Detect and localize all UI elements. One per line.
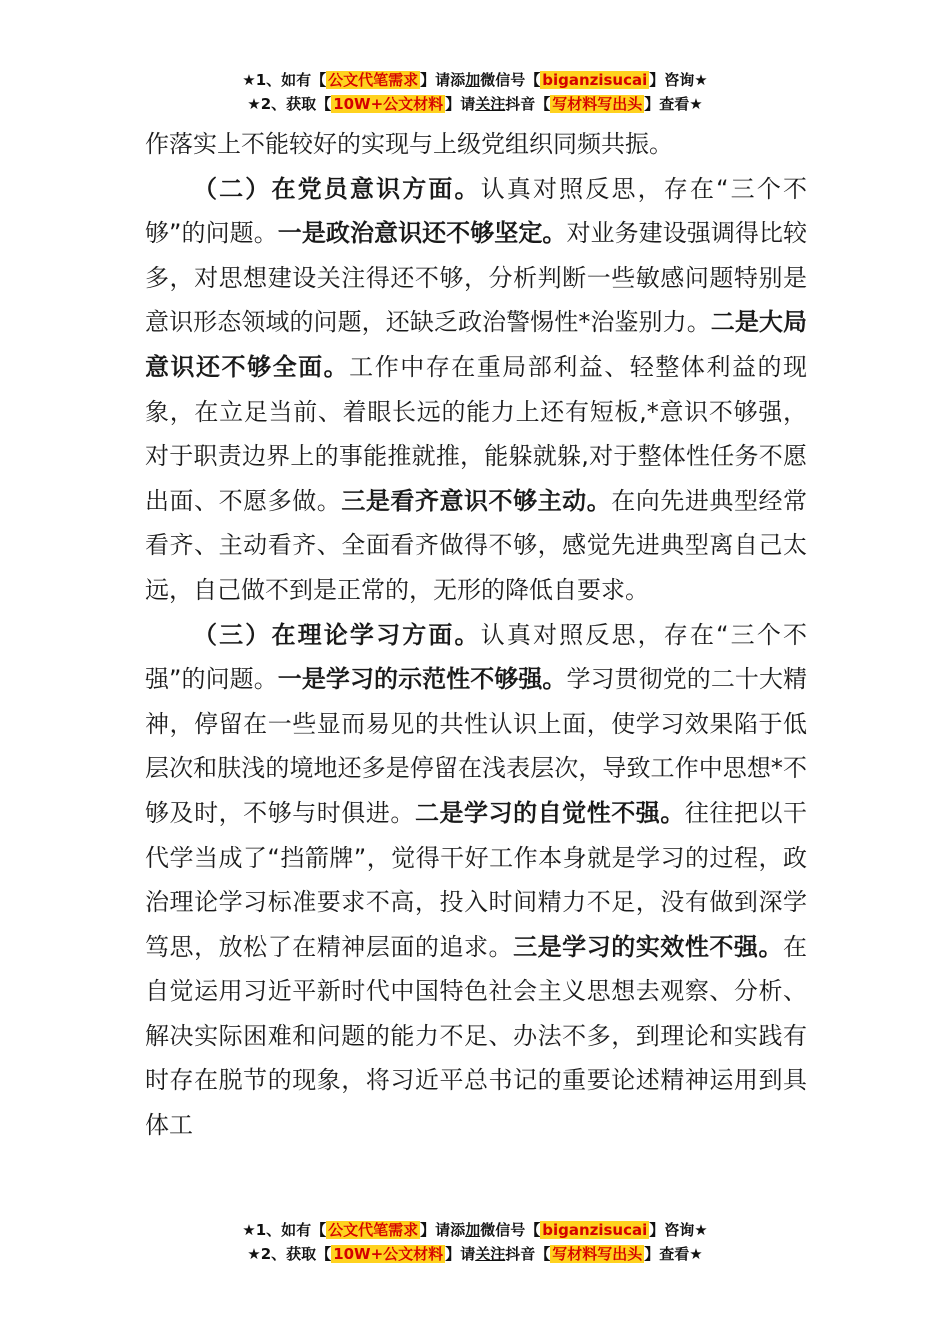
point-heading: 二是学习的自觉性不强。 bbox=[414, 798, 685, 827]
banner-text: 】请添 bbox=[420, 71, 466, 89]
paragraph-text: 在向先进典型经常看齐、主动看齐、全面看齐做得不够，感觉先进典型离自己太远，自己做不到是正常的，无形的降低自要求。 bbox=[145, 486, 808, 604]
banner-text: 】查看★ bbox=[644, 1245, 703, 1263]
point-heading: 三是看齐意识不够主动。 bbox=[341, 486, 612, 515]
banner-line-1 bbox=[0, 1218, 950, 1242]
paragraph-text: 对业务建设强调得比较多，对思想建设关注得还不够，分析判断一些敏感问题特别是意识形态领域的问题，还缺乏政治警惕性*治鉴别力。 bbox=[145, 219, 808, 337]
banner-text: ★1、如有【 bbox=[242, 1221, 327, 1239]
underlined-text: 关注 bbox=[475, 95, 506, 113]
banner-text: 抖音【 bbox=[505, 1245, 551, 1263]
section-heading: （二）在党员意识方面。 bbox=[193, 174, 481, 203]
paragraph-text: 认真对照反思，存在“三个不够”的问题。 bbox=[145, 174, 807, 248]
banner-text: 】请 bbox=[445, 95, 476, 113]
point-heading: 三是学习的实效性不强。 bbox=[513, 932, 784, 961]
banner-text: 】咨询★ bbox=[649, 1221, 708, 1239]
underlined-text: 关注 bbox=[475, 1245, 506, 1263]
banner-text: 】请添 bbox=[420, 1221, 466, 1239]
footer-banner bbox=[0, 1218, 950, 1266]
paragraph-continuation: 作落实上不能较好的实现与上级党组织同频共振。 bbox=[145, 130, 673, 158]
highlight-service: 公文代笔需求 bbox=[328, 71, 419, 89]
point-heading: 一是学习的示范性不够强。 bbox=[277, 665, 567, 694]
paragraph-text: 在自觉运用习近平新时代中国特色社会主义思想去观察、分析、解决实际困难和问题的能力不足、办法不多，到理论和实践有时存在脱节的现象，将习近平总书记的重要论述精神运用到具体工 bbox=[145, 932, 808, 1140]
banner-text: ★2、获取【 bbox=[247, 95, 332, 113]
point-heading: 二是大局意识还不够全面。 bbox=[145, 308, 808, 381]
point-heading: 一是政治意识还不够坚定。 bbox=[277, 219, 567, 248]
paragraph-text: 工作中存在重局部利益、轻整体利益的现象，在立足当前、着眼长远的能力上还有短板,*意识不够强，对于职责边界上的事能推就推，能躲就躲,对于整体性任务不愿出面、不愿多做。 bbox=[145, 352, 808, 515]
banner-text: 】请 bbox=[445, 1245, 476, 1263]
section-heading: （三）在理论学习方面。 bbox=[193, 620, 481, 649]
underlined-text: 加 bbox=[465, 71, 481, 89]
paragraph-text: 认真对照反思，存在“三个不强”的问题。 bbox=[145, 620, 807, 694]
highlight-wechat-id: biganzisucai bbox=[542, 71, 648, 89]
document-body bbox=[145, 122, 807, 1148]
highlight-douyin: 写材料写出头 bbox=[552, 1245, 643, 1263]
banner-line-2 bbox=[0, 92, 950, 116]
banner-text: 】查看★ bbox=[644, 95, 703, 113]
banner-text: ★1、如有【 bbox=[242, 71, 327, 89]
banner-line-1 bbox=[0, 68, 950, 92]
header-banner bbox=[0, 68, 950, 116]
banner-line-2 bbox=[0, 1242, 950, 1266]
highlight-douyin: 写材料写出头 bbox=[552, 95, 643, 113]
underlined-text: 加 bbox=[465, 1221, 481, 1239]
paragraph-party-member-awareness bbox=[145, 167, 807, 613]
paragraph-text: 往往把以干代学当成了“挡箭牌”，觉得干好工作本身就是学习的过程，政治理论学习标准要求不高，投入时间精力不足，没有做到深学笃思，放松了在精神层面的追求。 bbox=[145, 798, 808, 961]
banner-text: 微信号【 bbox=[480, 71, 541, 89]
highlight-service: 公文代笔需求 bbox=[328, 1221, 419, 1239]
highlight-wechat-id: biganzisucai bbox=[542, 1221, 648, 1239]
paragraph-theory-study bbox=[145, 613, 807, 1148]
highlight-materials: 10W+公文材料 bbox=[333, 95, 444, 113]
banner-text: 】咨询★ bbox=[649, 71, 708, 89]
banner-text: ★2、获取【 bbox=[247, 1245, 332, 1263]
paragraph-text: 学习贯彻党的二十大精神，停留在一些显而易见的共性认识上面，使学习效果陷于低层次和肤浅的境地还多是停留在浅表层次，导致工作中思想*不够及时，不够与时俱进。 bbox=[145, 665, 808, 827]
banner-text: 抖音【 bbox=[505, 95, 551, 113]
banner-text: 微信号【 bbox=[480, 1221, 541, 1239]
highlight-materials: 10W+公文材料 bbox=[333, 1245, 444, 1263]
